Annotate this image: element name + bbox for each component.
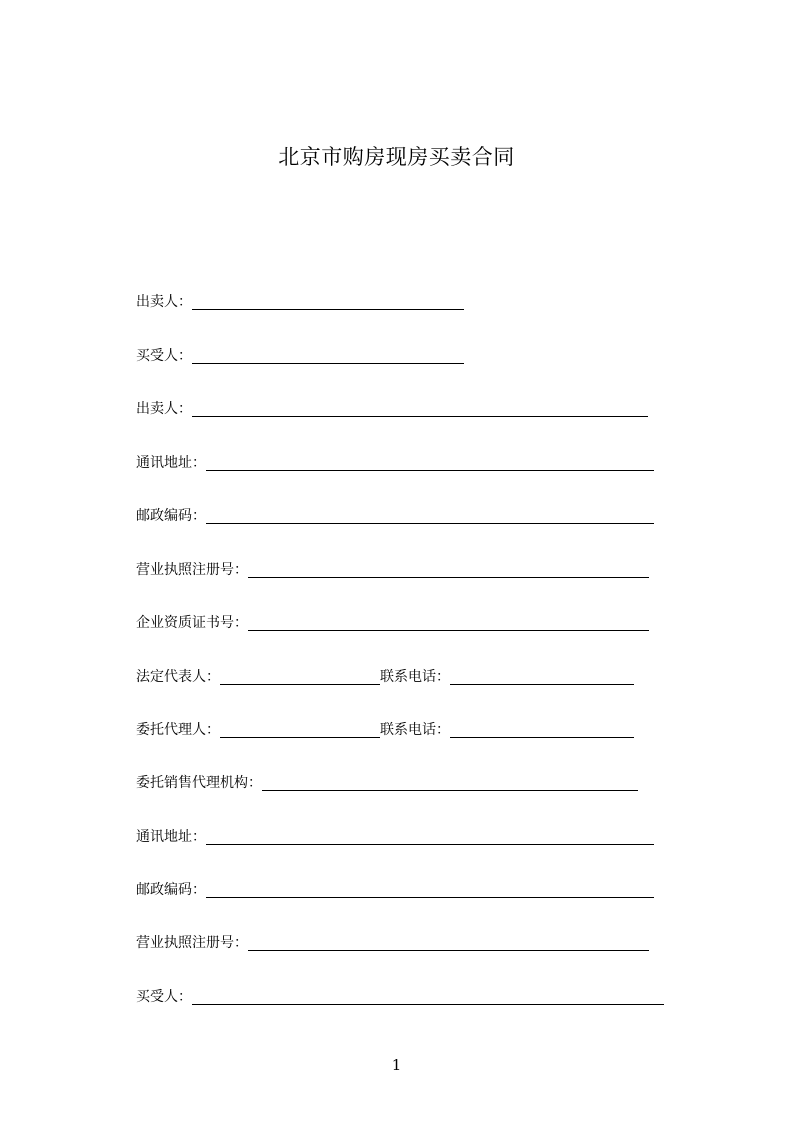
- address-field-2: [136, 826, 654, 846]
- legal-rep-blank-line[interactable]: [220, 669, 380, 685]
- agent-field: [136, 719, 634, 739]
- phone-blank-line[interactable]: [450, 722, 634, 738]
- seller-blank-line[interactable]: [192, 294, 464, 310]
- sales-agency-field: [136, 772, 638, 792]
- legal-rep-label: 法定代表人：: [136, 669, 220, 685]
- phone-blank-line[interactable]: [450, 669, 634, 685]
- agent-label: 委托代理人：: [136, 722, 220, 738]
- business-license-label: 营业执照注册号：: [136, 935, 248, 951]
- agent-blank-line[interactable]: [220, 722, 380, 738]
- qualification-cert-blank-line[interactable]: [248, 615, 649, 631]
- sales-agency-label: 委托销售代理机构：: [136, 775, 262, 791]
- seller-label: 出卖人：: [136, 294, 192, 310]
- phone-label: 联系电话：: [380, 722, 450, 738]
- business-license-blank-line[interactable]: [248, 562, 649, 578]
- qualification-cert-label: 企业资质证书号：: [136, 615, 248, 631]
- address-blank-line[interactable]: [206, 829, 654, 845]
- address-field-1: [136, 452, 654, 472]
- postal-code-blank-line[interactable]: [206, 882, 654, 898]
- seller-field-2: [136, 398, 648, 418]
- qualification-cert-field: [136, 612, 649, 632]
- buyer-field-1: [136, 345, 464, 365]
- business-license-label: 营业执照注册号：: [136, 562, 248, 578]
- seller-field-1: [136, 291, 464, 311]
- address-blank-line[interactable]: [206, 455, 654, 471]
- seller-blank-line[interactable]: [192, 401, 648, 417]
- postal-code-blank-line[interactable]: [206, 508, 654, 524]
- business-license-blank-line[interactable]: [248, 935, 649, 951]
- postal-code-field-1: [136, 505, 654, 525]
- document-title: 北京市购房现房买卖合同: [278, 145, 515, 169]
- buyer-blank-line[interactable]: [192, 348, 464, 364]
- postal-code-field-2: [136, 879, 654, 899]
- postal-code-label: 邮政编码：: [136, 882, 206, 898]
- buyer-blank-line[interactable]: [192, 989, 664, 1005]
- phone-label: 联系电话：: [380, 669, 450, 685]
- address-label: 通讯地址：: [136, 829, 206, 845]
- seller-label: 出卖人：: [136, 401, 192, 417]
- page-number: 1: [391, 1056, 402, 1074]
- business-license-field-1: [136, 559, 649, 579]
- buyer-label: 买受人：: [136, 989, 192, 1005]
- sales-agency-blank-line[interactable]: [262, 775, 638, 791]
- business-license-field-2: [136, 932, 649, 952]
- buyer-field-2: [136, 986, 664, 1006]
- buyer-label: 买受人：: [136, 348, 192, 364]
- legal-rep-field: [136, 666, 634, 686]
- address-label: 通讯地址：: [136, 455, 206, 471]
- postal-code-label: 邮政编码：: [136, 508, 206, 524]
